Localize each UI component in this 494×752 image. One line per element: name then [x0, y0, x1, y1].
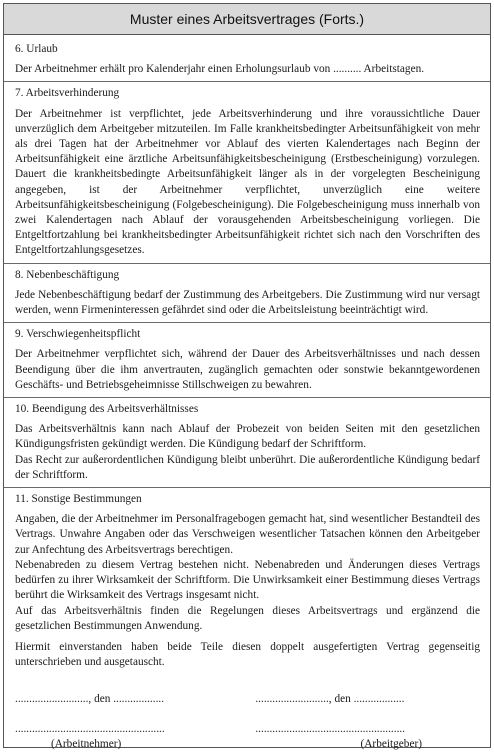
section-divider — [4, 487, 490, 488]
document-body — [4, 35, 490, 752]
section-title: 6. Urlaub — [15, 43, 58, 55]
section-paragraph: Der Arbeitnehmer erhält pro Kalenderjahr einen Erholungsurlaub von .......... Arbeitstagen. — [15, 63, 425, 76]
page-title: Muster eines Arbeitsvertrages (Forts.) — [129, 11, 365, 27]
section-paragraph: Auf das Arbeitsverhältnis finden die Regelungen dieses Arbeitsvertrags und ergänzend die gesetzlichen Bestimmungen Anwendung. — [15, 604, 480, 632]
closing-statement: Hiermit einverstanden haben beide Teile diesen doppelt ausgefertigten Vertrag gegenseitig unterschrieben und ausgetauscht. — [15, 640, 480, 669]
signature-lines-row — [15, 722, 480, 737]
section-verschwiegenheitspflicht — [15, 327, 480, 393]
section-title: 11. Sonstige Bestimmungen — [15, 493, 142, 506]
place-date-row — [15, 692, 480, 707]
section-paragraph: Der Arbeitnehmer verpflichtet sich, während der Dauer des Arbeitsverhältnisses und nach dessen Beendigung über die ihm anvertrauten, zugänglich gemachten oder sonstwie bekanntgewordenen Geschäfts- und Betriebsgeheimnisse Stillschweigen zu bewahren. — [15, 348, 480, 391]
section-paragraph: Jede Nebenbeschäftigung bedarf der Zustimmung des Arbeitgebers. Die Zustimmung wird nur versagt werden, wenn Firmeninteressen gefährdet sind oder die Arbeitsleistung beeinträchtigt wird. — [15, 288, 480, 317]
section-divider — [4, 81, 490, 82]
section-paragraph: Der Arbeitnehmer ist verpflichtet, jede Arbeitsverhinderung und ihre voraussichtliche Dauer unverzüglich dem Arbeitgeber mitzuteilen. Im Falle krankheitsbedingter Arbeitsunfähigkeit von mehr als drei Tagen hat der Arbeitnehmer vor Ablauf des vierten Kalendertages nach Beginn der Arbeitsunfähigkeit eine ärztliche Arbeitsunfähigkeitsbescheinigung (Erstbescheinigung) vorzulegen. Dauert die krankheitsbedingte Arbeitsunfähigkeit länger als in der vorgelegten Bescheinigung angegeben, ist der Arbeitnehmer verpflichtet, unverzüglich eine weitere Arbeitsunfähigkeitsbescheinigung (Folgebescheinigung). Die Folgebescheinigung muss innerhalb von zwei Kalendertagen nach Ablauf der vorausgehenden Arbeitsbescheinigung vorliegen. Die Entgeltfortzahlung bei krankheitsbedingter Arbeitsunfähigkeit richtet sich nach den Vorschriften des Entgeltfortzahlungsgesetzes. — [15, 107, 480, 257]
page-header — [4, 4, 490, 35]
label-arbeitnehmer: (Arbeitnehmer) — [51, 737, 122, 750]
section-paragraph: Angaben, die der Arbeitnehmer im Personalfragebogen gemacht hat, sind wesentlicher Bestandteil des Vertrags. Unwahre Angaben oder das Verschweigen wesentlicher Tatsachen können den Arbeitgeber zur Anfechtung des Arbeitsvertrags berechtigen. — [15, 513, 480, 556]
section-title: 9. Verschwiegenheitspflicht — [15, 328, 141, 341]
section-title: 7. Arbeitsverhinderung — [15, 87, 120, 100]
section-divider — [4, 397, 490, 398]
signature-line-left: ..................................................... — [15, 722, 165, 735]
section-sonstige-bestimmungen — [15, 492, 480, 634]
section-divider — [4, 322, 490, 323]
place-date-right: .........................., den .................. — [255, 693, 405, 706]
section-paragraph: Das Recht zur außerordentlichen Kündigung bleibt unberührt. Die außerordentliche Kündigung bedarf der Schriftform. — [15, 453, 480, 481]
signature-line-right: ..................................................... — [255, 722, 406, 735]
section-nebenbeschaeftigung — [15, 268, 480, 319]
place-date-left: .........................., den .................. — [15, 693, 165, 706]
signature-labels-row — [15, 737, 480, 752]
label-arbeitgeber: (Arbeitgeber) — [360, 737, 422, 750]
contract-document — [3, 3, 491, 748]
section-divider — [4, 263, 490, 264]
section-title: 8. Nebenbeschäftigung — [15, 268, 120, 281]
section-arbeitsverhinderung — [15, 86, 480, 258]
section-paragraph: Nebenabreden zu diesem Vertrag bestehen nicht. Nebenabreden und Änderungen dieses Vertrags bedürfen zu ihrer Wirksamkeit der Schriftform. Die Unwirksamkeit einer Bestimmung dieses Vertrags berührt die Wirksamkeit des Vertrags insgesamt nicht. — [15, 558, 480, 602]
section-title: 10. Beendigung des Arbeitsverhältnisses — [15, 403, 199, 416]
section-beendigung — [15, 402, 480, 483]
section-paragraph: Das Arbeitsverhältnis kann nach Ablauf der Probezeit von beiden Seiten mit den gesetzlichen Kündigungsfristen gekündigt werden. Die Kündigung bedarf der Schriftform. — [15, 423, 480, 451]
section-urlaub — [15, 42, 480, 77]
